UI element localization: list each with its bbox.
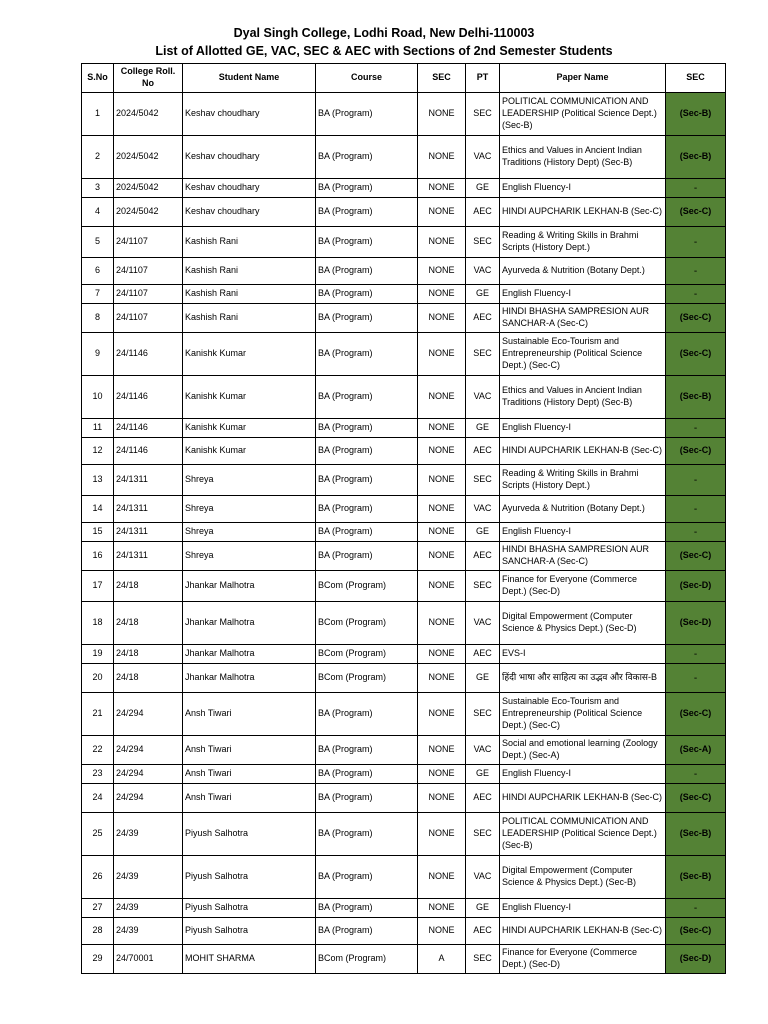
cell-course: BA (Program)	[316, 784, 418, 813]
cell-roll: 24/18	[114, 664, 183, 693]
cell-sno: 15	[82, 523, 114, 542]
cell-student-name: Keshav choudhary	[183, 136, 316, 179]
cell-section: -	[666, 523, 726, 542]
table-row	[82, 765, 726, 784]
cell-course: BA (Program)	[316, 285, 418, 304]
cell-section: -	[666, 465, 726, 496]
table-row	[82, 856, 726, 899]
cell-sno: 10	[82, 376, 114, 419]
cell-section: (Sec-C)	[666, 784, 726, 813]
cell-sec: NONE	[418, 542, 466, 571]
cell-sec: NONE	[418, 856, 466, 899]
cell-paper-name: HINDI AUPCHARIK LEKHAN-B (Sec-C)	[500, 784, 666, 813]
cell-sno: 12	[82, 438, 114, 465]
cell-roll: 24/294	[114, 784, 183, 813]
cell-pt: SEC	[466, 571, 500, 602]
cell-section: (Sec-B)	[666, 136, 726, 179]
cell-pt: SEC	[466, 333, 500, 376]
cell-roll: 24/1146	[114, 419, 183, 438]
cell-roll: 24/70001	[114, 945, 183, 974]
cell-roll: 24/294	[114, 736, 183, 765]
cell-course: BCom (Program)	[316, 645, 418, 664]
cell-roll: 2024/5042	[114, 179, 183, 198]
cell-student-name: Shreya	[183, 542, 316, 571]
table-row	[82, 496, 726, 523]
table-row	[82, 258, 726, 285]
cell-sec: NONE	[418, 93, 466, 136]
cell-roll: 24/1146	[114, 376, 183, 419]
cell-student-name: Shreya	[183, 465, 316, 496]
cell-section: -	[666, 765, 726, 784]
cell-student-name: Jhankar Malhotra	[183, 602, 316, 645]
header-student-name: Student Name	[183, 64, 316, 93]
table-row	[82, 419, 726, 438]
cell-roll: 24/294	[114, 765, 183, 784]
header-course: Course	[316, 64, 418, 93]
cell-student-name: Keshav choudhary	[183, 198, 316, 227]
cell-paper-name: POLITICAL COMMUNICATION AND LEADERSHIP (Political Science Dept.) (Sec-B)	[500, 813, 666, 856]
table-row	[82, 645, 726, 664]
cell-section: -	[666, 496, 726, 523]
table-row	[82, 285, 726, 304]
cell-section: -	[666, 285, 726, 304]
cell-course: BCom (Program)	[316, 602, 418, 645]
table-row	[82, 571, 726, 602]
cell-sec: NONE	[418, 304, 466, 333]
table-row	[82, 736, 726, 765]
cell-paper-name: Reading & Writing Skills in Brahmi Scripts (History Dept.)	[500, 227, 666, 258]
table-row	[82, 376, 726, 419]
table-row	[82, 465, 726, 496]
cell-sno: 20	[82, 664, 114, 693]
cell-sec: NONE	[418, 136, 466, 179]
cell-pt: SEC	[466, 813, 500, 856]
cell-roll: 24/1107	[114, 258, 183, 285]
cell-course: BA (Program)	[316, 179, 418, 198]
cell-paper-name: Finance for Everyone (Commerce Dept.) (Sec-D)	[500, 945, 666, 974]
cell-sno: 8	[82, 304, 114, 333]
cell-paper-name: HINDI BHASHA SAMPRESION AUR SANCHAR-A (Sec-C)	[500, 304, 666, 333]
cell-paper-name: English Fluency-I	[500, 419, 666, 438]
cell-pt: VAC	[466, 136, 500, 179]
cell-course: BCom (Program)	[316, 664, 418, 693]
cell-pt: GE	[466, 285, 500, 304]
cell-pt: AEC	[466, 784, 500, 813]
cell-course: BA (Program)	[316, 465, 418, 496]
cell-paper-name: Ayurveda & Nutrition (Botany Dept.)	[500, 258, 666, 285]
cell-roll: 24/1146	[114, 333, 183, 376]
cell-student-name: Jhankar Malhotra	[183, 571, 316, 602]
cell-paper-name: English Fluency-I	[500, 179, 666, 198]
cell-sec: NONE	[418, 285, 466, 304]
cell-paper-name: HINDI AUPCHARIK LEKHAN-B (Sec-C)	[500, 198, 666, 227]
cell-sno: 14	[82, 496, 114, 523]
cell-course: BA (Program)	[316, 198, 418, 227]
header-sno: S.No	[82, 64, 114, 93]
header-row	[82, 64, 726, 93]
cell-sec: NONE	[418, 227, 466, 258]
table-row	[82, 179, 726, 198]
cell-student-name: Shreya	[183, 496, 316, 523]
cell-sec: NONE	[418, 664, 466, 693]
cell-roll: 24/1311	[114, 523, 183, 542]
cell-section: (Sec-C)	[666, 918, 726, 945]
cell-sno: 5	[82, 227, 114, 258]
cell-roll: 24/39	[114, 813, 183, 856]
cell-paper-name: English Fluency-I	[500, 523, 666, 542]
table-row	[82, 304, 726, 333]
cell-student-name: Piyush Salhotra	[183, 856, 316, 899]
cell-section: (Sec-D)	[666, 602, 726, 645]
cell-sno: 7	[82, 285, 114, 304]
cell-roll: 2024/5042	[114, 93, 183, 136]
cell-roll: 24/294	[114, 693, 183, 736]
cell-course: BA (Program)	[316, 765, 418, 784]
cell-pt: SEC	[466, 693, 500, 736]
table-row	[82, 945, 726, 974]
table-body	[82, 93, 726, 974]
cell-section: -	[666, 664, 726, 693]
cell-sno: 1	[82, 93, 114, 136]
table-row	[82, 93, 726, 136]
cell-course: BA (Program)	[316, 693, 418, 736]
cell-student-name: Piyush Salhotra	[183, 918, 316, 945]
cell-course: BA (Program)	[316, 813, 418, 856]
cell-course: BA (Program)	[316, 304, 418, 333]
cell-sec: NONE	[418, 258, 466, 285]
cell-pt: AEC	[466, 645, 500, 664]
cell-student-name: MOHIT SHARMA	[183, 945, 316, 974]
cell-pt: GE	[466, 899, 500, 918]
cell-paper-name: Ethics and Values in Ancient Indian Traditions (History Dept) (Sec-B)	[500, 376, 666, 419]
cell-paper-name: Digital Empowerment (Computer Science & Physics Dept.) (Sec-B)	[500, 856, 666, 899]
cell-sno: 18	[82, 602, 114, 645]
cell-student-name: Ansh Tiwari	[183, 693, 316, 736]
cell-roll: 24/18	[114, 602, 183, 645]
cell-section: (Sec-C)	[666, 542, 726, 571]
table-row	[82, 542, 726, 571]
cell-roll: 2024/5042	[114, 198, 183, 227]
cell-pt: AEC	[466, 438, 500, 465]
cell-course: BA (Program)	[316, 227, 418, 258]
cell-sec: NONE	[418, 438, 466, 465]
cell-sno: 23	[82, 765, 114, 784]
cell-course: BA (Program)	[316, 258, 418, 285]
cell-sec: NONE	[418, 376, 466, 419]
cell-course: BA (Program)	[316, 736, 418, 765]
cell-roll: 24/18	[114, 571, 183, 602]
cell-sno: 16	[82, 542, 114, 571]
cell-roll: 24/1107	[114, 227, 183, 258]
cell-sno: 6	[82, 258, 114, 285]
table-row	[82, 523, 726, 542]
cell-roll: 24/1311	[114, 496, 183, 523]
cell-sec: NONE	[418, 465, 466, 496]
cell-roll: 24/1146	[114, 438, 183, 465]
cell-roll: 24/1107	[114, 285, 183, 304]
cell-sec: NONE	[418, 645, 466, 664]
cell-course: BA (Program)	[316, 419, 418, 438]
allotment-table	[81, 63, 726, 974]
cell-pt: VAC	[466, 496, 500, 523]
cell-sno: 27	[82, 899, 114, 918]
table-row	[82, 333, 726, 376]
table-row	[82, 602, 726, 645]
cell-student-name: Keshav choudhary	[183, 93, 316, 136]
cell-paper-name: Finance for Everyone (Commerce Dept.) (Sec-D)	[500, 571, 666, 602]
cell-paper-name: Sustainable Eco-Tourism and Entrepreneurship (Political Science Dept.) (Sec-C)	[500, 333, 666, 376]
cell-pt: SEC	[466, 945, 500, 974]
header-paper-name: Paper Name	[500, 64, 666, 93]
cell-pt: GE	[466, 419, 500, 438]
cell-sno: 25	[82, 813, 114, 856]
cell-sec: NONE	[418, 736, 466, 765]
cell-course: BA (Program)	[316, 93, 418, 136]
cell-sno: 17	[82, 571, 114, 602]
cell-section: (Sec-A)	[666, 736, 726, 765]
cell-course: BA (Program)	[316, 918, 418, 945]
cell-student-name: Kashish Rani	[183, 227, 316, 258]
cell-pt: AEC	[466, 304, 500, 333]
cell-pt: VAC	[466, 258, 500, 285]
cell-roll: 24/39	[114, 856, 183, 899]
cell-paper-name: Reading & Writing Skills in Brahmi Scripts (History Dept.)	[500, 465, 666, 496]
cell-pt: AEC	[466, 542, 500, 571]
cell-sno: 28	[82, 918, 114, 945]
cell-section: (Sec-B)	[666, 376, 726, 419]
cell-student-name: Ansh Tiwari	[183, 736, 316, 765]
cell-paper-name: Sustainable Eco-Tourism and Entrepreneurship (Political Science Dept.) (Sec-C)	[500, 693, 666, 736]
cell-course: BCom (Program)	[316, 945, 418, 974]
cell-roll: 24/39	[114, 899, 183, 918]
cell-paper-name: Ethics and Values in Ancient Indian Traditions (History Dept) (Sec-B)	[500, 136, 666, 179]
cell-roll: 24/39	[114, 918, 183, 945]
cell-paper-name: HINDI AUPCHARIK LEKHAN-B (Sec-C)	[500, 918, 666, 945]
cell-course: BA (Program)	[316, 438, 418, 465]
cell-section: (Sec-B)	[666, 813, 726, 856]
cell-section: (Sec-B)	[666, 93, 726, 136]
table-row	[82, 227, 726, 258]
cell-student-name: Ansh Tiwari	[183, 765, 316, 784]
cell-sec: NONE	[418, 523, 466, 542]
table-row	[82, 136, 726, 179]
page-title: Dyal Singh College, Lodhi Road, New Delhi-110003	[233, 26, 535, 40]
cell-paper-name: हिंदी भाषा और साहित्य का उद्भव और विकास-B	[500, 664, 666, 693]
cell-section: (Sec-D)	[666, 571, 726, 602]
cell-student-name: Piyush Salhotra	[183, 813, 316, 856]
cell-section: (Sec-C)	[666, 333, 726, 376]
cell-section: -	[666, 419, 726, 438]
cell-pt: GE	[466, 664, 500, 693]
table-row	[82, 899, 726, 918]
cell-sno: 19	[82, 645, 114, 664]
table-row	[82, 198, 726, 227]
cell-sno: 29	[82, 945, 114, 974]
cell-section: -	[666, 227, 726, 258]
cell-sno: 21	[82, 693, 114, 736]
cell-paper-name: HINDI BHASHA SAMPRESION AUR SANCHAR-A (Sec-C)	[500, 542, 666, 571]
cell-pt: GE	[466, 523, 500, 542]
cell-student-name: Ansh Tiwari	[183, 784, 316, 813]
cell-paper-name: POLITICAL COMMUNICATION AND LEADERSHIP (Political Science Dept.) (Sec-B)	[500, 93, 666, 136]
cell-sec: NONE	[418, 765, 466, 784]
cell-sno: 26	[82, 856, 114, 899]
cell-student-name: Keshav choudhary	[183, 179, 316, 198]
cell-sno: 9	[82, 333, 114, 376]
cell-sec: NONE	[418, 333, 466, 376]
cell-sec: NONE	[418, 784, 466, 813]
cell-pt: AEC	[466, 918, 500, 945]
cell-course: BA (Program)	[316, 523, 418, 542]
cell-sec: A	[418, 945, 466, 974]
cell-student-name: Shreya	[183, 523, 316, 542]
cell-sec: NONE	[418, 419, 466, 438]
table-row	[82, 784, 726, 813]
cell-student-name: Piyush Salhotra	[183, 899, 316, 918]
page-subtitle: List of Allotted GE, VAC, SEC & AEC with Sections of 2nd Semester Students	[155, 44, 613, 58]
cell-section: (Sec-D)	[666, 945, 726, 974]
cell-section: -	[666, 258, 726, 285]
cell-paper-name: Ayurveda & Nutrition (Botany Dept.)	[500, 496, 666, 523]
cell-student-name: Jhankar Malhotra	[183, 645, 316, 664]
cell-section: (Sec-C)	[666, 693, 726, 736]
cell-course: BA (Program)	[316, 856, 418, 899]
cell-sno: 13	[82, 465, 114, 496]
cell-student-name: Kashish Rani	[183, 304, 316, 333]
cell-roll: 24/18	[114, 645, 183, 664]
cell-sec: NONE	[418, 899, 466, 918]
cell-student-name: Kashish Rani	[183, 258, 316, 285]
cell-section: -	[666, 899, 726, 918]
cell-course: BA (Program)	[316, 333, 418, 376]
cell-student-name: Kanishk Kumar	[183, 438, 316, 465]
cell-paper-name: Digital Empowerment (Computer Science & Physics Dept.) (Sec-D)	[500, 602, 666, 645]
cell-student-name: Kanishk Kumar	[183, 419, 316, 438]
header-sec: SEC	[418, 64, 466, 93]
cell-course: BA (Program)	[316, 542, 418, 571]
cell-roll: 2024/5042	[114, 136, 183, 179]
cell-roll: 24/1311	[114, 465, 183, 496]
cell-sec: NONE	[418, 496, 466, 523]
cell-student-name: Kanishk Kumar	[183, 376, 316, 419]
header-roll: College Roll. No	[114, 64, 183, 93]
cell-pt: GE	[466, 179, 500, 198]
cell-sec: NONE	[418, 179, 466, 198]
cell-paper-name: English Fluency-I	[500, 285, 666, 304]
table-row	[82, 438, 726, 465]
cell-paper-name: EVS-I	[500, 645, 666, 664]
cell-student-name: Jhankar Malhotra	[183, 664, 316, 693]
cell-sno: 22	[82, 736, 114, 765]
table-row	[82, 918, 726, 945]
cell-paper-name: English Fluency-I	[500, 899, 666, 918]
cell-pt: SEC	[466, 227, 500, 258]
cell-paper-name: HINDI AUPCHARIK LEKHAN-B (Sec-C)	[500, 438, 666, 465]
cell-pt: SEC	[466, 93, 500, 136]
cell-section: (Sec-C)	[666, 198, 726, 227]
cell-sno: 3	[82, 179, 114, 198]
cell-pt: SEC	[466, 465, 500, 496]
cell-sno: 2	[82, 136, 114, 179]
table-row	[82, 693, 726, 736]
cell-paper-name: English Fluency-I	[500, 765, 666, 784]
header-pt: PT	[466, 64, 500, 93]
cell-sec: NONE	[418, 602, 466, 645]
cell-course: BA (Program)	[316, 899, 418, 918]
cell-paper-name: Social and emotional learning (Zoology Dept.) (Sec-A)	[500, 736, 666, 765]
cell-sec: NONE	[418, 918, 466, 945]
cell-sec: NONE	[418, 813, 466, 856]
header-section: SEC	[666, 64, 726, 93]
cell-pt: AEC	[466, 198, 500, 227]
cell-sec: NONE	[418, 198, 466, 227]
cell-course: BA (Program)	[316, 496, 418, 523]
cell-course: BA (Program)	[316, 376, 418, 419]
cell-sec: NONE	[418, 693, 466, 736]
cell-pt: GE	[466, 765, 500, 784]
cell-course: BCom (Program)	[316, 571, 418, 602]
table-row	[82, 813, 726, 856]
cell-section: -	[666, 645, 726, 664]
cell-roll: 24/1107	[114, 304, 183, 333]
cell-section: -	[666, 179, 726, 198]
cell-pt: VAC	[466, 602, 500, 645]
cell-pt: VAC	[466, 736, 500, 765]
cell-pt: VAC	[466, 856, 500, 899]
cell-sno: 4	[82, 198, 114, 227]
table-row	[82, 664, 726, 693]
cell-section: (Sec-B)	[666, 856, 726, 899]
cell-student-name: Kanishk Kumar	[183, 333, 316, 376]
cell-pt: VAC	[466, 376, 500, 419]
cell-roll: 24/1311	[114, 542, 183, 571]
cell-section: (Sec-C)	[666, 304, 726, 333]
cell-student-name: Kashish Rani	[183, 285, 316, 304]
cell-course: BA (Program)	[316, 136, 418, 179]
cell-sno: 11	[82, 419, 114, 438]
cell-sec: NONE	[418, 571, 466, 602]
cell-section: (Sec-C)	[666, 438, 726, 465]
cell-sno: 24	[82, 784, 114, 813]
